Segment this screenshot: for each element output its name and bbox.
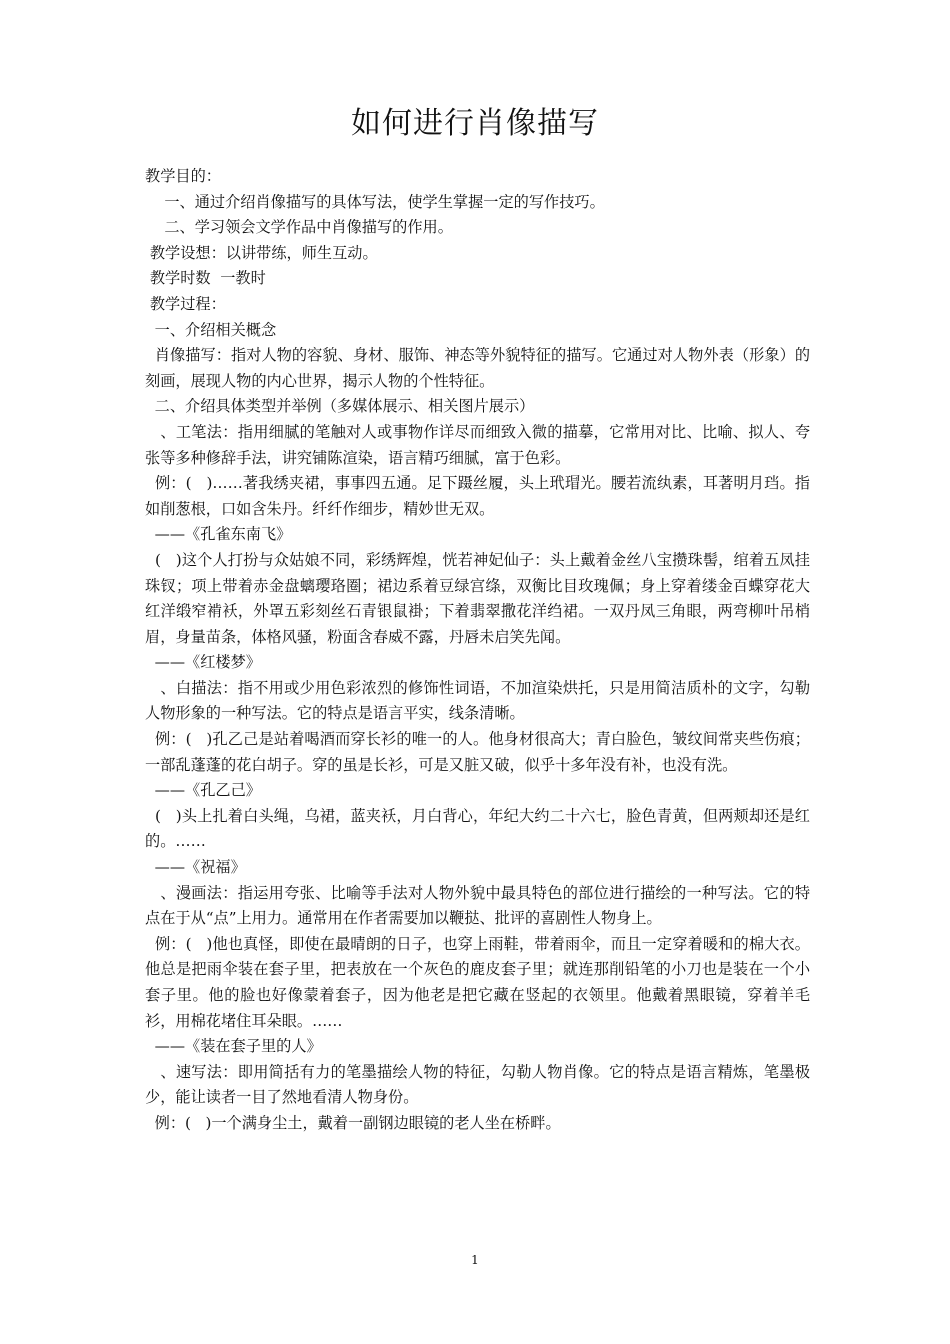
paragraph: 二、介绍具体类型并举例（多媒体展示、相关图片展示） [145,397,535,416]
paragraph: 、速写法：即用简括有力的笔墨描绘人物的特征，勾勒人物肖像。它的特点是语言精炼，笔墨极少，能让读者一目了然地看清人物身份。 [145,1062,811,1107]
paragraph: 例：( )孔乙己是站着喝酒而穿长衫的唯一的人。他身材很高大；青白脸色，皱纹间常夹些伤痕；一部乱蓬蓬的花白胡子。穿的虽是长衫，可是又脏又破，似乎十多年没有补，也没有洗。 [145,730,810,774]
paragraph: 、白描法：指不用或少用色彩浓烈的修饰性词语，不加渲染烘托，只是用简洁质朴的文字，勾勒人物形象的一种写法。它的特点是语言平实，线条清晰。 [145,678,811,723]
paragraph: ( )这个人打扮与众姑娘不同，彩绣辉煌，恍若神妃仙子：头上戴着金丝八宝攒珠髻，绾着五凤挂珠钗；项上带着赤金盘螭璎珞圈；裙边系着豆绿宫绦，双衡比目玫瑰佩；身上穿着缕金百蝶穿花大红洋缎窄褃袄，外罩五彩刻丝石青银鼠褂；下着翡翠撒花洋绉裙。一双丹凤三角眼，两弯柳叶吊梢眉，身量苗条，体格风骚，粉面含春威不露，丹唇未启笑先闻。 [145,550,810,646]
paragraph: 一、通过介绍肖像描写的具体写法，使学生掌握一定的写作技巧。 [145,192,605,211]
paragraph: ——《祝福》 [145,858,246,877]
paragraph: 、工笔法：指用细腻的笔触对人或事物作详尽而细致入微的描摹，它常用对比、比喻、拟人、夸张等多种修辞手法，讲究铺陈渲染，语言精巧细腻，富于色彩。 [145,422,811,467]
paragraph: 例：( )……著我绣夹裙，事事四五通。足下蹑丝履，头上玳瑁光。腰若流纨素，耳著明月珰。指如削葱根，口如含朱丹。纤纤作细步，精妙世无双。 [145,474,810,518]
paragraph: ( )头上扎着白头绳，乌裙，蓝夹袄，月白背心，年纪大约二十六七，脸色青黄，但两颊却还是红的。…… [145,806,810,851]
paragraph: ——《孔雀东南飞》 [145,525,292,544]
paragraph: ——《红楼梦》 [145,653,261,672]
paragraph: 例：( )一个满身尘土，戴着一副钢边眼镜的老人坐在桥畔。 [145,1113,561,1132]
paragraph: 教学时数 一教时 [145,269,266,288]
paragraph: 肖像描写：指对人物的容貌、身材、服饰、神态等外貌特征的描写。它通过对人物外表（形象）的刻画，展现人物的内心世界，揭示人物的个性特征。 [145,346,811,390]
paragraph: ——《装在套子里的人》 [145,1037,322,1056]
paragraph: 一、介绍相关概念 [145,320,277,339]
paragraph: 、漫画法：指运用夸张、比喻等手法对人物外貌中最具特色的部位进行描绘的一种写法。它的特点在于从“点”上用力。通常用在作者需要加以鞭挞、批评的喜剧性人物身上。 [145,883,811,928]
paragraph: ——《孔乙己》 [145,781,261,800]
document-title: 如何进行肖像描写 [351,106,599,141]
page-number: 1 [471,1253,479,1267]
paragraph: 例：( )他也真怪，即使在最晴朗的日子，也穿上雨鞋，带着雨伞，而且一定穿着暖和的棉大衣。他总是把雨伞装在套子里，把表放在一个灰色的鹿皮套子里；就连那削铅笔的小刀也是装在一个小套子里。他的脸也好像蒙着套子，因为他老是把它藏在竖起的衣领里。他戴着黑眼镜，穿着羊毛衫，用棉花堵住耳朵眼。…… [145,934,810,1030]
paragraph: 教学设想：以讲带练，师生互动。 [145,243,378,262]
paragraph: 教学目的： [145,167,221,185]
paragraph: 二、学习领会文学作品中肖像描写的作用。 [145,218,453,237]
document-body [145,164,810,1137]
paragraph: 教学过程： [145,294,226,313]
